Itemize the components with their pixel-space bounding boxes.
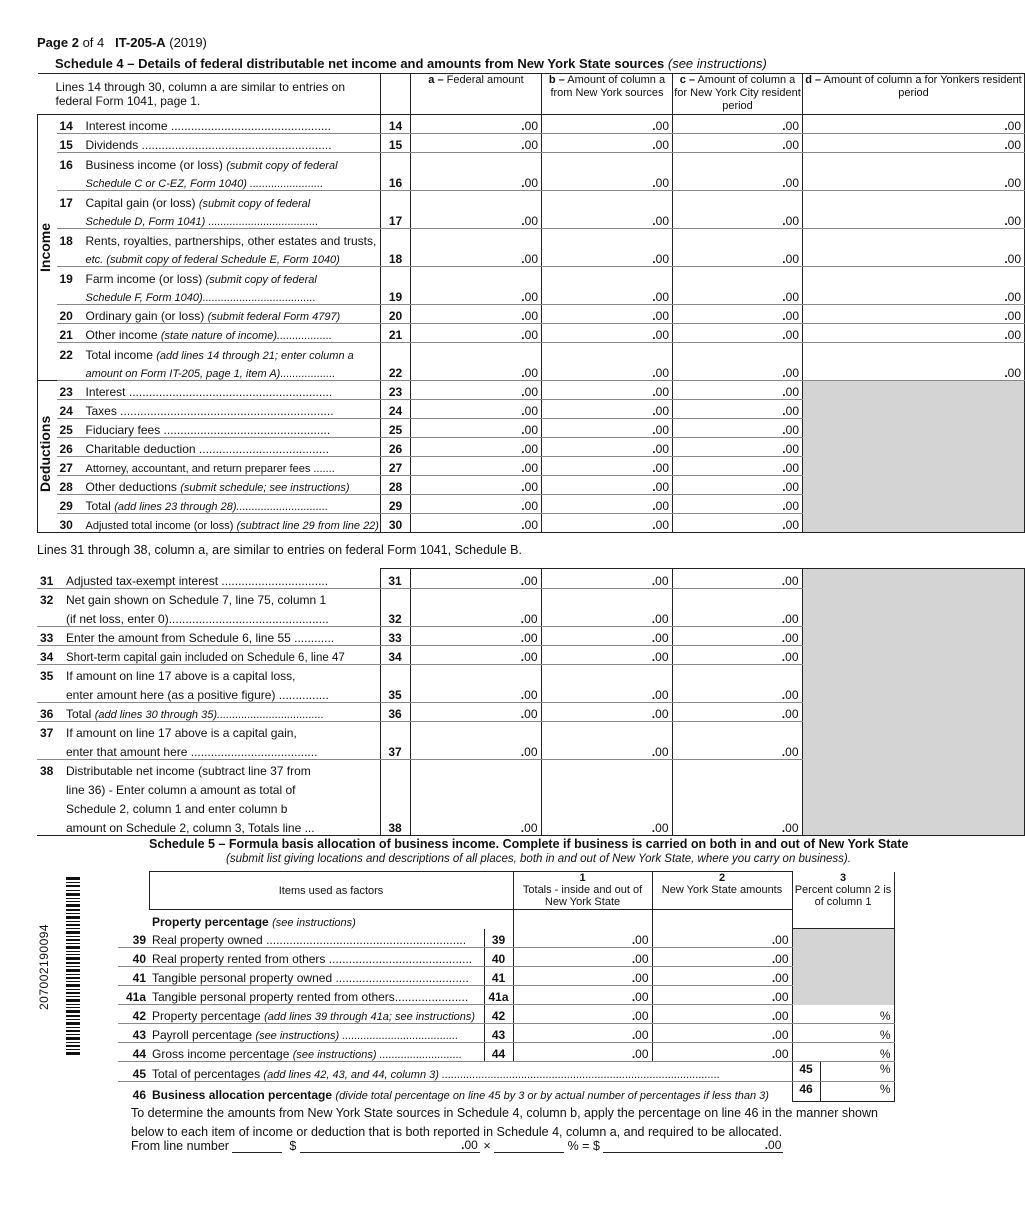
s5-items-header: Items used as factors (149, 872, 513, 910)
line-26-label: Charitable deduction ....................................... (83, 438, 381, 457)
line-36-label: Total (add lines 30 through 35)................................... (63, 702, 380, 721)
line-19-col-c[interactable]: .00 (673, 286, 803, 305)
line-box-23: 23 (381, 381, 411, 400)
percent-field[interactable] (494, 1140, 564, 1153)
schedule4-title: Schedule 4 – Details of federal distributable net income and amounts from New York State sources (see instructions) (55, 56, 767, 71)
barcode-number: 207002190094 (37, 923, 51, 1010)
line-19-col-a[interactable]: .00 (411, 286, 542, 305)
line-38-label-2: Schedule 2, column 1 and enter column b (66, 802, 288, 816)
line-14-col-b[interactable]: .00 (542, 115, 673, 134)
line-16-col-a[interactable]: .00 (411, 172, 542, 191)
line-18-label-cont: etc. (submit copy of federal Schedule E, Form 1040) (83, 248, 381, 267)
line-num-21: 21 (57, 324, 83, 343)
line-43-col-3[interactable]: % (792, 1024, 894, 1043)
line-num-32: 32 (40, 593, 54, 607)
line-30-col-c[interactable]: .00 (673, 514, 803, 533)
line-37-col-a[interactable]: .00 (410, 740, 541, 759)
line-box-41a: 41a (484, 986, 513, 1005)
schedule5-title: Schedule 5 – Formula basis allocation of business income. Complete if business is carried on both in and out of New York State (149, 837, 909, 851)
line-box-16: 16 (381, 172, 411, 191)
col-d-header: d – Amount of column a for Yonkers resident period (803, 74, 1025, 115)
line-31-col-c[interactable]: .00 (672, 569, 802, 588)
line-num-40: 40 (118, 948, 149, 967)
line-23-col-b[interactable]: .00 (542, 381, 673, 400)
line-num-30: 30 (57, 514, 83, 533)
line-32-col-b[interactable]: .00 (541, 607, 672, 626)
line-17-label-cont: Schedule D, Form 1041) .................................... (83, 210, 381, 229)
line-27-col-b[interactable]: .00 (542, 457, 673, 476)
line-num-38: 38 (40, 764, 54, 778)
line-box-34: 34 (380, 645, 410, 664)
line-21-col-d[interactable]: .00 (803, 324, 1025, 343)
line-num-29: 29 (57, 495, 83, 514)
schedule4-table (37, 73, 1025, 533)
line-14-col-a[interactable]: .00 (411, 115, 542, 134)
line46-field[interactable]: 46 % (792, 1082, 894, 1102)
line-33-col-b[interactable]: .00 (541, 626, 672, 645)
line-box-15: 15 (381, 134, 411, 153)
from-line-number-field[interactable] (232, 1140, 282, 1153)
line-38-col-c[interactable]: .00 (672, 816, 802, 835)
line-26-col-a[interactable]: .00 (411, 438, 542, 457)
page-header: Page 2 of 4 IT-205-A (2019) (37, 35, 207, 50)
line-18-col-a[interactable]: .00 (411, 248, 542, 267)
line-35-label-1: enter amount here (as a positive figure) ............... (63, 683, 380, 702)
line-30-label: Adjusted total income (or loss) (subtract line 29 from line 22) (83, 514, 381, 533)
line-36-col-c[interactable]: .00 (672, 702, 802, 721)
line-19-label: Farm income (or loss) (submit copy of federal (85, 271, 317, 286)
line-num-42: 42 (118, 1005, 149, 1024)
line-num-18: 18 (59, 233, 73, 248)
line-20-col-b[interactable]: .00 (542, 305, 673, 324)
line-box-22: 22 (381, 362, 411, 381)
from-line-amount-field[interactable]: .00 (300, 1140, 480, 1153)
line-34-col-b[interactable]: .00 (541, 645, 672, 664)
line-box-20: 20 (381, 305, 411, 324)
line-num-17: 17 (59, 195, 73, 210)
line-41-col-1[interactable]: .00 (513, 967, 652, 986)
schedule5-table (118, 871, 895, 1102)
line-num-37: 37 (40, 726, 54, 740)
line-16-label-cont: Schedule C or C-EZ, Form 1040) ........................ (83, 172, 381, 191)
line-37-col-c[interactable]: .00 (672, 740, 802, 759)
line-num-26: 26 (57, 438, 83, 457)
line-20-col-c[interactable]: .00 (673, 305, 803, 324)
line-38-col-a[interactable]: .00 (410, 816, 541, 835)
line-29-col-a[interactable]: .00 (411, 495, 542, 514)
line-box-38: 38 (380, 816, 410, 835)
barcode (66, 877, 80, 1057)
line-40-col-2[interactable]: .00 (652, 948, 792, 967)
line-21-label: Other income (state nature of income).................. (83, 324, 381, 343)
line-box-39: 39 (484, 929, 513, 948)
line-24-col-a[interactable]: .00 (411, 400, 542, 419)
line-39-col-1[interactable]: .00 (513, 929, 652, 948)
line-36-col-b[interactable]: .00 (541, 702, 672, 721)
line-16-col-d[interactable]: .00 (803, 172, 1025, 191)
line-32-col-c[interactable]: .00 (672, 607, 802, 626)
line-num-33: 33 (37, 626, 63, 645)
line-box-17: 17 (381, 210, 411, 229)
line-23-label: Interest ............................................................. (83, 381, 381, 400)
line-num-35: 35 (40, 669, 54, 683)
line-box-40: 40 (484, 948, 513, 967)
line-33-label: Enter the amount from Schedule 6, line 55 ............ (63, 626, 380, 645)
line-18-col-d[interactable]: .00 (803, 248, 1025, 267)
line-32-label-1: (if net loss, enter 0)................................................ (63, 607, 380, 626)
line-15-col-d[interactable]: .00 (803, 134, 1025, 153)
line-box-25: 25 (381, 419, 411, 438)
line-22-col-a[interactable]: .00 (411, 362, 542, 381)
line-num-24: 24 (57, 400, 83, 419)
line-31-label: Adjusted tax-exempt interest ................................ (63, 569, 380, 588)
line-34-label: Short-term capital gain included on Schedule 6, line 47 (63, 645, 380, 664)
line-19-col-d[interactable]: .00 (803, 286, 1025, 305)
line-box-27: 27 (381, 457, 411, 476)
line-41-col-2[interactable]: .00 (652, 967, 792, 986)
line-num-41a: 41a (118, 986, 149, 1005)
line-18-col-b[interactable]: .00 (542, 248, 673, 267)
form-id: IT-205-A (115, 35, 166, 50)
line-37-label-1: enter that amount here ...................................... (63, 740, 380, 759)
line-42-col-1[interactable]: .00 (513, 1005, 652, 1024)
line-42-label: Property percentage (add lines 39 through 41a; see instructions) (149, 1005, 484, 1024)
line-15-col-a[interactable]: .00 (411, 134, 542, 153)
line-22-label: Total income (add lines 14 through 21; enter column a (85, 347, 354, 362)
line-box-14: 14 (381, 115, 411, 134)
line-28-col-b[interactable]: .00 (542, 476, 673, 495)
line-17-col-a[interactable]: .00 (411, 210, 542, 229)
line-24-label: Taxes ................................................................ (83, 400, 381, 419)
line-39-label: Real property owned ............................................................ (149, 929, 484, 948)
line-35-col-c[interactable]: .00 (672, 683, 802, 702)
line-32-col-a[interactable]: .00 (410, 607, 541, 626)
schedule5-subtitle: (submit list giving locations and descriptions of all places, both in and out of New York State, where you carry on business). (226, 853, 851, 865)
line-box-44: 44 (484, 1043, 513, 1062)
line-box-24: 24 (381, 400, 411, 419)
lines31-38-table (37, 568, 1025, 836)
line-box-30: 30 (381, 514, 411, 533)
line-39-col-2[interactable]: .00 (652, 929, 792, 948)
line-22-label-cont: amount on Form IT-205, page 1, item A).................. (83, 362, 381, 381)
line-18-label: Rents, royalties, partnerships, other estates and trusts, (85, 233, 377, 248)
line-20-col-a[interactable]: .00 (411, 305, 542, 324)
line-box-18: 18 (381, 248, 411, 267)
line-num-22: 22 (59, 347, 73, 362)
line-box-35: 35 (380, 683, 410, 702)
line-box-36: 36 (380, 702, 410, 721)
line-25-col-c[interactable]: .00 (673, 419, 803, 438)
line-23-col-a[interactable]: .00 (411, 381, 542, 400)
line-19-label-cont: Schedule F, Form 1040)..................................... (83, 286, 381, 305)
line-25-label: Fiduciary fees .................................................. (83, 419, 381, 438)
line-num-16: 16 (59, 157, 73, 172)
line-num-19: 19 (59, 271, 73, 286)
line-21-col-a[interactable]: .00 (411, 324, 542, 343)
line-29-col-b[interactable]: .00 (542, 495, 673, 514)
schedule5-instructions: To determine the amounts from New York State sources in Schedule 4, column b, apply the percentage on line 46 in the manner shown below to each item of income or deduction that is both reported in Schedule 4, column a, and required to be allocated. (131, 1106, 878, 1139)
line45-field[interactable]: 45 % (792, 1062, 894, 1082)
line-16-col-b[interactable]: .00 (542, 172, 673, 191)
line-box-19: 19 (381, 286, 411, 305)
line-40-col-1[interactable]: .00 (513, 948, 652, 967)
line45-num: 45 (118, 1062, 149, 1082)
line-43-col-1[interactable]: .00 (513, 1024, 652, 1043)
col-a-header: a – Federal amount (411, 74, 542, 115)
line-num-20: 20 (57, 305, 83, 324)
line-44-col-2[interactable]: .00 (652, 1043, 792, 1062)
line-42-col-2[interactable]: .00 (652, 1005, 792, 1024)
line-30-col-a[interactable]: .00 (411, 514, 542, 533)
line-40-label: Real property rented from others ........................................... (149, 948, 484, 967)
line-22-col-b[interactable]: .00 (542, 362, 673, 381)
line-44-label: Gross income percentage (see instructions) ........................... (149, 1043, 484, 1062)
line-38-label-3: amount on Schedule 2, column 3, Totals line ... (63, 816, 380, 835)
line-num-43: 43 (118, 1024, 149, 1043)
s5-col2-header: 2 New York State amounts (652, 872, 792, 910)
line-24-col-c[interactable]: .00 (673, 400, 803, 419)
line-44-col-3[interactable]: % (792, 1043, 894, 1062)
line-30-col-b[interactable]: .00 (542, 514, 673, 533)
line-35-col-b[interactable]: .00 (541, 683, 672, 702)
line-31-col-a[interactable]: .00 (410, 569, 541, 588)
line-num-36: 36 (37, 702, 63, 721)
line-26-col-c[interactable]: .00 (673, 438, 803, 457)
line-25-col-a[interactable]: .00 (411, 419, 542, 438)
line-25-col-b[interactable]: .00 (542, 419, 673, 438)
line-box-29: 29 (381, 495, 411, 514)
line-32-label: Net gain shown on Schedule 7, line 75, column 1 (66, 593, 327, 607)
line-box-26: 26 (381, 438, 411, 457)
line-24-col-b[interactable]: .00 (542, 400, 673, 419)
line-num-39: 39 (118, 929, 149, 948)
line-num-23: 23 (57, 381, 83, 400)
line-box-21: 21 (381, 324, 411, 343)
line-41a-col-2[interactable]: .00 (652, 986, 792, 1005)
line-num-14: 14 (57, 115, 83, 134)
line-23-col-c[interactable]: .00 (673, 381, 803, 400)
line-29-label: Total (add lines 23 through 28).............................. (83, 495, 381, 514)
line-41a-col-1[interactable]: .00 (513, 986, 652, 1005)
line-28-col-a[interactable]: .00 (411, 476, 542, 495)
line-num-15: 15 (57, 134, 83, 153)
line-27-col-c[interactable]: .00 (673, 457, 803, 476)
line-box-33: 33 (380, 626, 410, 645)
line46-label: Business allocation percentage (divide total percentage on line 45 by 3 or by actual number of percentages if less than 3) (152, 1087, 769, 1102)
line-37-label: If amount on line 17 above is a capital gain, (66, 726, 297, 740)
line-21-col-b[interactable]: .00 (542, 324, 673, 343)
line-num-25: 25 (57, 419, 83, 438)
line-14-label: Interest income ................................................ (83, 115, 381, 134)
line-33-col-a[interactable]: .00 (410, 626, 541, 645)
income-side-label: Income (37, 222, 53, 272)
line-35-label: If amount on line 17 above is a capital loss, (66, 669, 296, 683)
line-31-col-b[interactable]: .00 (541, 569, 672, 588)
line-29-col-c[interactable]: .00 (673, 495, 803, 514)
line-box-28: 28 (381, 476, 411, 495)
line-num-28: 28 (57, 476, 83, 495)
line-num-34: 34 (37, 645, 63, 664)
line-20-col-d[interactable]: .00 (803, 305, 1025, 324)
line-box-32: 32 (380, 607, 410, 626)
line-15-col-c[interactable]: .00 (673, 134, 803, 153)
line-15-label: Dividends ......................................................... (83, 134, 381, 153)
line-box-42: 42 (484, 1005, 513, 1024)
schedule4-intro: Lines 14 through 30, column a are similar to entries on federal Form 1041, page 1. (38, 74, 381, 115)
line-num-44: 44 (118, 1043, 149, 1062)
line-20-label: Ordinary gain (or loss) (submit federal Form 4797) (83, 305, 381, 324)
line-36-col-a[interactable]: .00 (410, 702, 541, 721)
line-34-col-c[interactable]: .00 (672, 645, 802, 664)
line-box-37: 37 (380, 740, 410, 759)
line-num-31: 31 (37, 569, 63, 588)
line-17-label: Capital gain (or loss) (submit copy of federal (85, 195, 311, 210)
line-16-label: Business income (or loss) (submit copy of federal (85, 157, 338, 172)
line-34-col-a[interactable]: .00 (410, 645, 541, 664)
result-amount-field[interactable]: .00 (603, 1140, 783, 1153)
line-41-label: Tangible personal property owned ........................................ (149, 967, 484, 986)
line45-label: Total of percentages (add lines 42, 43, and 44, column 3) ........................................................................................... (149, 1062, 652, 1082)
col-b-header: b – Amount of column a from New York sources (542, 74, 673, 115)
line-43-col-2[interactable]: .00 (652, 1024, 792, 1043)
line-33-col-c[interactable]: .00 (672, 626, 802, 645)
line-38-label: Distributable net income (subtract line 37 from (66, 764, 311, 778)
line-37-col-b[interactable]: .00 (541, 740, 672, 759)
line-22-col-d[interactable]: .00 (803, 362, 1025, 381)
line-17-col-b[interactable]: .00 (542, 210, 673, 229)
property-heading: Property percentage (see instructions) (149, 910, 513, 929)
line-num-41: 41 (118, 967, 149, 986)
line-22-col-c[interactable]: .00 (673, 362, 803, 381)
line-box-31: 31 (380, 569, 410, 588)
deductions-side-label: Deductions (37, 415, 53, 492)
line-28-col-c[interactable]: .00 (673, 476, 803, 495)
line-27-col-a[interactable]: .00 (411, 457, 542, 476)
line-box-41: 41 (484, 967, 513, 986)
tax-year: (2019) (169, 35, 207, 50)
col-c-header: c – Amount of column a for New York City resident period (673, 74, 803, 115)
line-38-label-1: line 36) - Enter column a amount as total of (66, 783, 296, 797)
line-16-col-c[interactable]: .00 (673, 172, 803, 191)
lines31-38-intro: Lines 31 through 38, column a, are similar to entries on federal Form 1041, Schedule B. (37, 543, 522, 557)
line-box-43: 43 (484, 1024, 513, 1043)
line-43-label: Payroll percentage (see instructions) ...................................... (149, 1024, 484, 1043)
line-44-col-1[interactable]: .00 (513, 1043, 652, 1062)
line-41a-label: Tangible personal property rented from others...................... (149, 986, 484, 1005)
line-17-col-c[interactable]: .00 (673, 210, 803, 229)
s5-col3-header: 3 Percent column 2 is of column 1 (792, 872, 894, 929)
line46-num: 46 (132, 1087, 146, 1102)
line-17-col-d[interactable]: .00 (803, 210, 1025, 229)
line-19-col-b[interactable]: .00 (542, 286, 673, 305)
line-35-col-a[interactable]: .00 (410, 683, 541, 702)
allocation-formula: From line number $ .00 × % = $ .00 (131, 1138, 782, 1153)
line-14-col-d[interactable]: .00 (803, 115, 1025, 134)
line-14-col-c[interactable]: .00 (673, 115, 803, 134)
line-num-27: 27 (57, 457, 83, 476)
line-42-col-3[interactable]: % (792, 1005, 894, 1024)
line-18-col-c[interactable]: .00 (673, 248, 803, 267)
line-15-col-b[interactable]: .00 (542, 134, 673, 153)
line-28-label: Other deductions (submit schedule; see instructions) (83, 476, 381, 495)
line-38-col-b[interactable]: .00 (541, 816, 672, 835)
line-21-col-c[interactable]: .00 (673, 324, 803, 343)
s5-col1-header: 1 Totals - inside and out of New York State (513, 872, 652, 910)
line-27-label: Attorney, accountant, and return preparer fees ....... (83, 457, 381, 476)
line-26-col-b[interactable]: .00 (542, 438, 673, 457)
